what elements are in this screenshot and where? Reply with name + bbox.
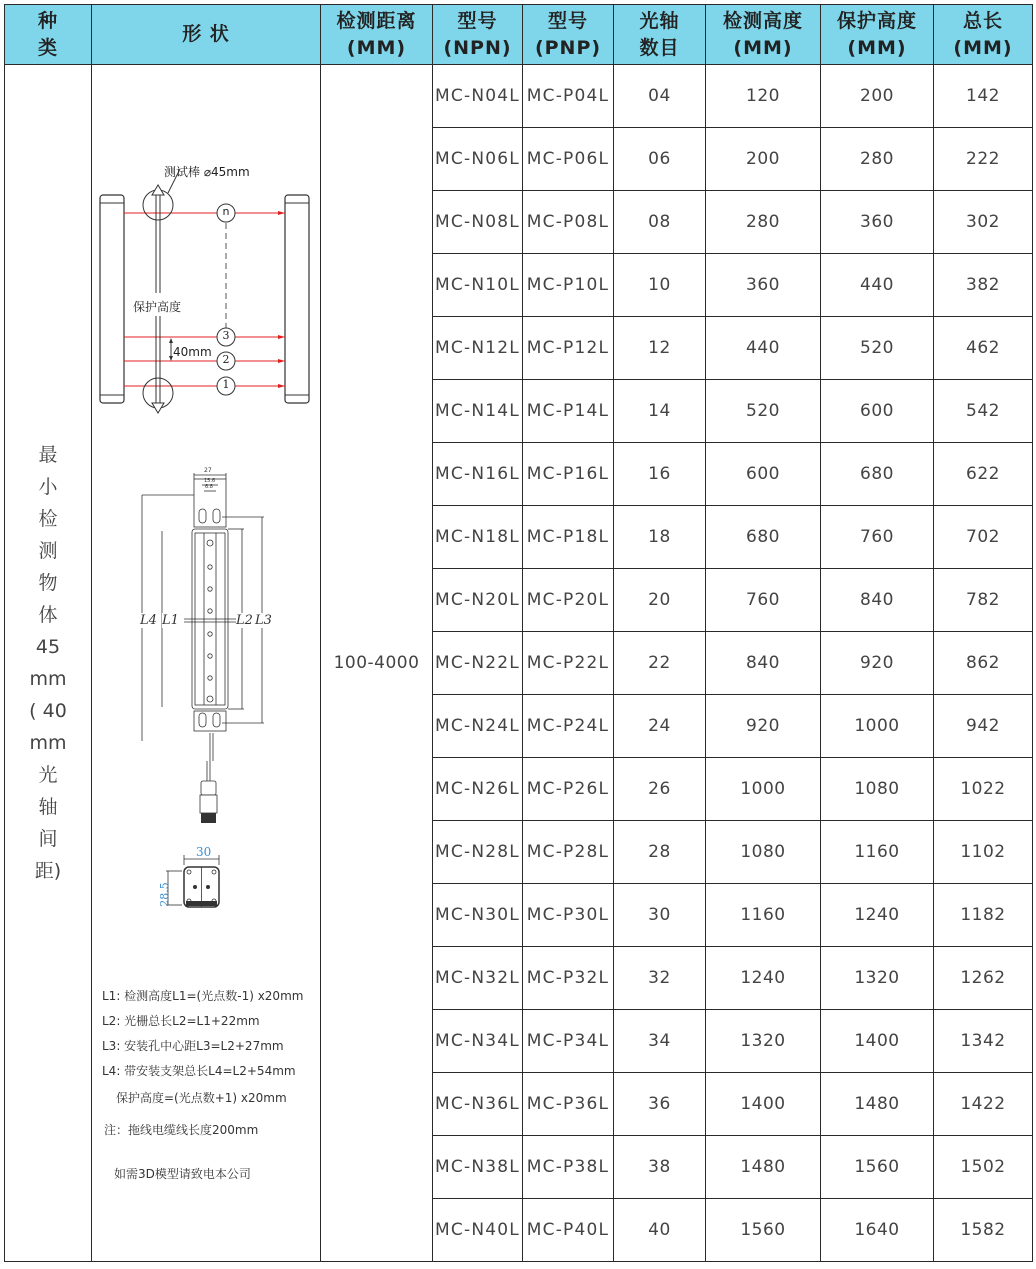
protect-height-cell: 600	[821, 380, 934, 443]
axis-count-cell: 12	[614, 317, 706, 380]
kind-cell	[5, 65, 92, 1262]
total-length-cell: 382	[934, 254, 1033, 317]
model-npn-cell: MC-N10L	[433, 254, 523, 317]
header-axis-count: 光轴 数目	[614, 5, 706, 65]
detection-distance-cell: 100-4000	[321, 65, 433, 1262]
end-width-label: 30	[196, 845, 212, 859]
header-total-length: 总长 (MM)	[934, 5, 1033, 65]
header-protect-height: 保护高度 (MM)	[821, 5, 934, 65]
axis-count-cell: 14	[614, 380, 706, 443]
model-pnp-cell: MC-P34L	[523, 1010, 614, 1073]
detect-height-cell: 1480	[706, 1136, 821, 1199]
detect-height-cell: 600	[706, 443, 821, 506]
kind-label-char: 小	[38, 476, 58, 498]
model-npn-cell: MC-N20L	[433, 569, 523, 632]
dim-label-27: 27	[204, 467, 212, 474]
protect-height-cell: 1640	[821, 1199, 934, 1262]
model-pnp-cell: MC-P30L	[523, 884, 614, 947]
model-npn-cell: MC-N22L	[433, 632, 523, 695]
model-npn-cell: MC-N26L	[433, 758, 523, 821]
axis-count-cell: 24	[614, 695, 706, 758]
total-length-cell: 1582	[934, 1199, 1033, 1262]
model-pnp-cell: MC-P32L	[523, 947, 614, 1010]
detect-height-cell: 1320	[706, 1010, 821, 1073]
model-pnp-cell: MC-P12L	[523, 317, 614, 380]
note-cable: 注：拖线电缆线长度200mm	[104, 1123, 259, 1137]
protect-height-cell: 920	[821, 632, 934, 695]
dim-label-L3: L3	[255, 613, 272, 628]
protect-height-label: 保护高度	[133, 297, 181, 316]
total-length-cell: 1182	[934, 884, 1033, 947]
kind-label-char: 45	[35, 636, 61, 658]
kind-label-char: 间	[38, 828, 58, 850]
note-l1: L1: 检测高度L1=(光点数-1) x20mm	[102, 989, 304, 1003]
model-pnp-cell: MC-P16L	[523, 443, 614, 506]
kind-label-char: 物	[38, 572, 58, 594]
model-npn-cell: MC-N28L	[433, 821, 523, 884]
axis-count-cell: 16	[614, 443, 706, 506]
axis-count-cell: 28	[614, 821, 706, 884]
detect-height-cell: 440	[706, 317, 821, 380]
total-length-cell: 302	[934, 191, 1033, 254]
note-l4: L4: 带安装支架总长L4=L2+54mm	[102, 1064, 296, 1078]
axis-count-cell: 32	[614, 947, 706, 1010]
detect-height-cell: 680	[706, 506, 821, 569]
beam-label-1: 1	[222, 378, 230, 391]
model-npn-cell: MC-N04L	[433, 65, 523, 128]
beam-label-n: n	[222, 205, 230, 218]
model-npn-cell: MC-N38L	[433, 1136, 523, 1199]
protect-height-cell: 1160	[821, 821, 934, 884]
note-protect-height: 保护高度=(光点数+1) x20mm	[116, 1091, 287, 1105]
detect-height-cell: 280	[706, 191, 821, 254]
header-detect-height: 检测高度 (MM)	[706, 5, 821, 65]
model-pnp-cell: MC-P06L	[523, 128, 614, 191]
protect-height-cell: 680	[821, 443, 934, 506]
total-length-cell: 542	[934, 380, 1033, 443]
axis-count-cell: 30	[614, 884, 706, 947]
dim-label-L4: L4	[140, 613, 157, 628]
kind-label-char: 光	[38, 764, 58, 786]
model-npn-cell: MC-N36L	[433, 1073, 523, 1136]
total-length-cell: 862	[934, 632, 1033, 695]
kind-label-char: mm	[29, 668, 67, 690]
model-npn-cell: MC-N16L	[433, 443, 523, 506]
note-l2: L2: 光栅总长L2=L1+22mm	[102, 1014, 260, 1028]
protect-height-cell: 1400	[821, 1010, 934, 1073]
axis-count-cell: 34	[614, 1010, 706, 1073]
model-pnp-cell: MC-P40L	[523, 1199, 614, 1262]
kind-label-char: 检	[38, 508, 58, 530]
model-npn-cell: MC-N14L	[433, 380, 523, 443]
model-npn-cell: MC-N24L	[433, 695, 523, 758]
axis-count-cell: 10	[614, 254, 706, 317]
detect-height-cell: 920	[706, 695, 821, 758]
model-npn-cell: MC-N40L	[433, 1199, 523, 1262]
total-length-cell: 622	[934, 443, 1033, 506]
header-row	[5, 5, 1033, 65]
spec-table	[4, 4, 1033, 1262]
header-shape: 形 状	[92, 5, 321, 65]
protect-height-cell: 280	[821, 128, 934, 191]
axis-count-cell: 40	[614, 1199, 706, 1262]
detect-height-cell: 520	[706, 380, 821, 443]
detect-height-cell: 1160	[706, 884, 821, 947]
total-length-cell: 1502	[934, 1136, 1033, 1199]
header-kind: 种 类	[5, 5, 92, 65]
protect-height-cell: 1480	[821, 1073, 934, 1136]
kind-label	[5, 439, 91, 887]
pitch-label: 40mm	[173, 345, 212, 359]
model-pnp-cell: MC-P26L	[523, 758, 614, 821]
detect-height-cell: 360	[706, 254, 821, 317]
model-npn-cell: MC-N06L	[433, 128, 523, 191]
axis-count-cell: 26	[614, 758, 706, 821]
protect-height-cell: 1080	[821, 758, 934, 821]
model-npn-cell: MC-N32L	[433, 947, 523, 1010]
kind-label-char: 体	[38, 604, 58, 626]
table-row	[5, 65, 1033, 128]
model-pnp-cell: MC-P04L	[523, 65, 614, 128]
model-pnp-cell: MC-P14L	[523, 380, 614, 443]
model-pnp-cell: MC-P20L	[523, 569, 614, 632]
dim-label-15-6: 15.6	[204, 478, 216, 484]
model-pnp-cell: MC-P36L	[523, 1073, 614, 1136]
total-length-cell: 942	[934, 695, 1033, 758]
axis-count-cell: 18	[614, 506, 706, 569]
protect-height-cell: 1240	[821, 884, 934, 947]
dim-label-6-8: 6.8	[205, 484, 213, 490]
kind-label-char: 轴	[38, 796, 58, 818]
protect-height-cell: 1000	[821, 695, 934, 758]
model-npn-cell: MC-N18L	[433, 506, 523, 569]
protect-height-cell: 520	[821, 317, 934, 380]
note-3d-model: 如需3D模型请致电本公司	[114, 1167, 251, 1181]
axis-count-cell: 38	[614, 1136, 706, 1199]
total-length-cell: 702	[934, 506, 1033, 569]
axis-count-cell: 22	[614, 632, 706, 695]
model-pnp-cell: MC-P08L	[523, 191, 614, 254]
header-model-pnp: 型号 (PNP)	[523, 5, 614, 65]
kind-label-char: ( 40	[29, 700, 67, 722]
total-length-cell: 142	[934, 65, 1033, 128]
dim-label-L1: L1	[162, 613, 179, 628]
protect-height-cell: 1320	[821, 947, 934, 1010]
model-pnp-cell: MC-P24L	[523, 695, 614, 758]
model-npn-cell: MC-N30L	[433, 884, 523, 947]
shape-cell	[92, 65, 321, 1262]
model-npn-cell: MC-N08L	[433, 191, 523, 254]
total-length-cell: 1422	[934, 1073, 1033, 1136]
kind-label-char: mm	[29, 732, 67, 754]
model-pnp-cell: MC-P18L	[523, 506, 614, 569]
model-pnp-cell: MC-P22L	[523, 632, 614, 695]
axis-count-cell: 36	[614, 1073, 706, 1136]
kind-label-char: 距)	[34, 860, 62, 882]
beam-label-2: 2	[222, 353, 230, 366]
detect-height-cell: 1400	[706, 1073, 821, 1136]
axis-count-cell: 20	[614, 569, 706, 632]
total-length-cell: 782	[934, 569, 1033, 632]
light-curtain-beam-diagram	[92, 155, 320, 415]
note-l3: L3: 安装孔中心距L3=L2+27mm	[102, 1039, 284, 1053]
total-length-cell: 222	[934, 128, 1033, 191]
protect-height-cell: 1560	[821, 1136, 934, 1199]
model-npn-cell: MC-N34L	[433, 1010, 523, 1073]
beam-label-3: 3	[222, 329, 230, 342]
total-length-cell: 1262	[934, 947, 1033, 1010]
header-distance: 检测距离 (MM)	[321, 5, 433, 65]
detect-height-cell: 120	[706, 65, 821, 128]
detect-height-cell: 1000	[706, 758, 821, 821]
axis-count-cell: 04	[614, 65, 706, 128]
model-pnp-cell: MC-P10L	[523, 254, 614, 317]
detect-height-cell: 1560	[706, 1199, 821, 1262]
detect-height-cell: 840	[706, 632, 821, 695]
detect-height-cell: 760	[706, 569, 821, 632]
model-npn-cell: MC-N12L	[433, 317, 523, 380]
detect-height-cell: 200	[706, 128, 821, 191]
header-model-npn: 型号 (NPN)	[433, 5, 523, 65]
kind-label-char: 最	[38, 444, 58, 466]
model-pnp-cell: MC-P38L	[523, 1136, 614, 1199]
dim-label-L2: L2	[236, 613, 253, 628]
protect-height-cell: 760	[821, 506, 934, 569]
axis-count-cell: 08	[614, 191, 706, 254]
protect-height-cell: 840	[821, 569, 934, 632]
detect-height-cell: 1240	[706, 947, 821, 1010]
total-length-cell: 1342	[934, 1010, 1033, 1073]
kind-label-char: 测	[38, 540, 58, 562]
detect-height-cell: 1080	[706, 821, 821, 884]
end-height-label: 28.5	[157, 882, 171, 907]
total-length-cell: 462	[934, 317, 1033, 380]
test-rod-label: 测试棒 ⌀45mm	[164, 165, 250, 179]
axis-count-cell: 06	[614, 128, 706, 191]
protect-height-cell: 440	[821, 254, 934, 317]
model-pnp-cell: MC-P28L	[523, 821, 614, 884]
end-view-drawing	[162, 853, 242, 913]
total-length-cell: 1022	[934, 758, 1033, 821]
protect-height-cell: 200	[821, 65, 934, 128]
connector-plug-icon	[192, 761, 222, 831]
total-length-cell: 1102	[934, 821, 1033, 884]
protect-height-cell: 360	[821, 191, 934, 254]
